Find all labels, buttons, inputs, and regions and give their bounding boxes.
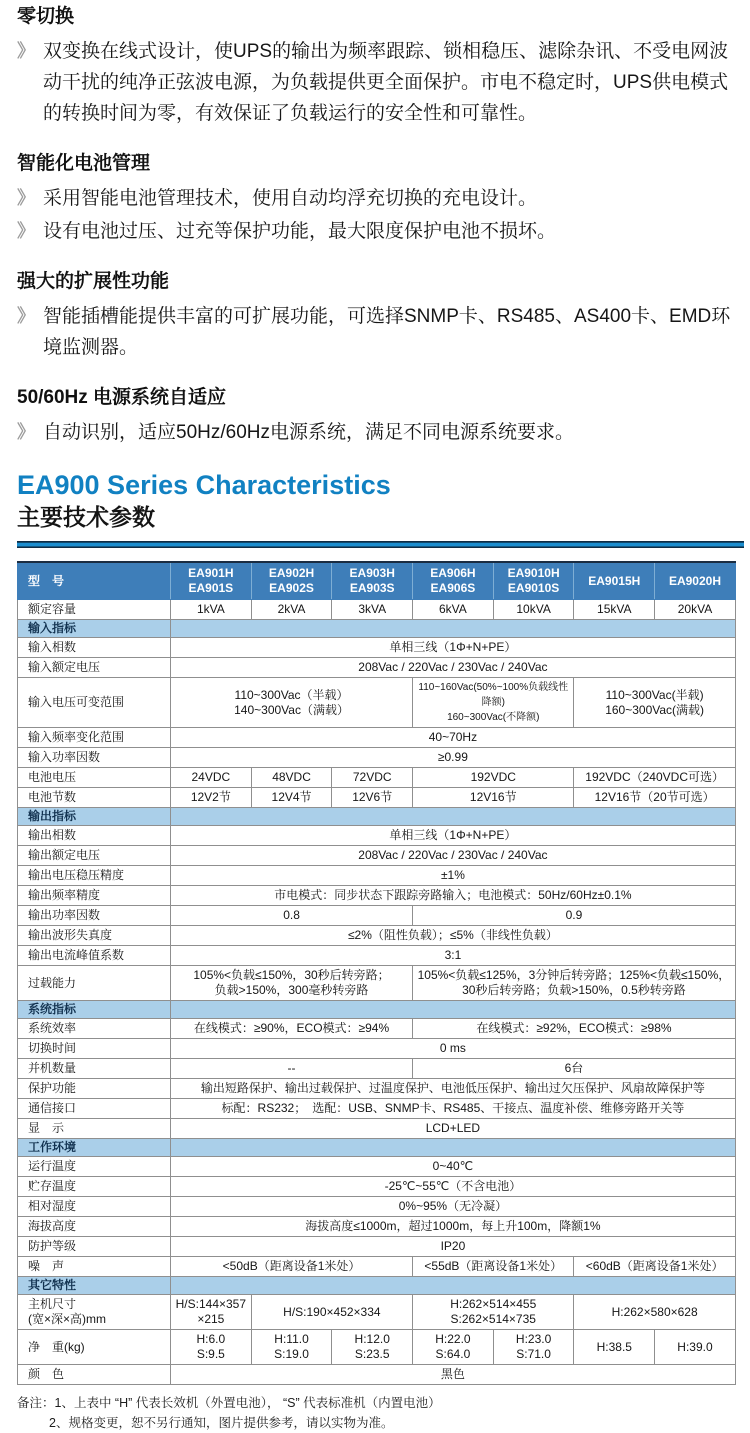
chevron-bullet-icon: 》 [17,188,35,208]
table-row [18,1079,736,1099]
section-label: 系统指标 [18,1001,171,1019]
feature-bullet-text: 设有电池过压、过充等保护功能，最大限度保护电池不损坏。 [43,221,557,242]
table-row [18,728,736,748]
table-cell: 40~70Hz [171,728,736,748]
table-cell: 6台 [413,1059,736,1079]
row-label: 相对湿度 [18,1197,171,1217]
table-cell: H:23.0 S:71.0 [493,1330,574,1365]
table-cell: -25℃~55℃（不含电池） [171,1177,736,1197]
table-cell: 110~300Vac(半载) 160~300Vac(满载) [574,678,735,728]
table-cell: 24VDC [171,768,252,788]
table-row [18,926,736,946]
section-label: 工作环境 [18,1139,171,1157]
table-cell: 105%<负载≤125%，3分钟后转旁路；125%<负载≤150%， 30秒后转旁路；负载>150%，0.5秒转旁路 [413,966,736,1001]
row-label: 保护功能 [18,1079,171,1099]
row-label: 电池电压 [18,768,171,788]
table-cell: H:38.5 [574,1330,655,1365]
table-row [18,1019,736,1039]
row-label: 输出波形失真度 [18,926,171,946]
row-label: 输入相数 [18,638,171,658]
table-cell: ±1% [171,866,736,886]
model-header-label: 型 号 [18,562,171,600]
table-cell: H:262×580×628 [574,1295,735,1330]
table-row [18,946,736,966]
table-cell: <60dB（距离设备1米处） [574,1257,735,1277]
table-cell: 12V16节（20节可选） [574,788,735,808]
table-row [18,1119,736,1139]
table-cell: 48VDC [251,768,332,788]
row-label: 输出频率精度 [18,886,171,906]
chevron-bullet-icon: 》 [17,221,35,241]
table-cell: 20kVA [655,600,736,620]
table-row [18,1177,736,1197]
model-header-cell: EA9010H EA9010S [493,562,574,600]
model-header-cell: EA9015H [574,562,655,600]
table-cell: LCD+LED [171,1119,736,1139]
table-row [18,1039,736,1059]
table-row [18,1197,736,1217]
feature-bullet [17,417,735,448]
table-row [18,1365,736,1385]
table-row [18,826,736,846]
section-row [18,1277,736,1295]
section-filler [171,1139,736,1157]
spec-table [17,561,736,1385]
table-row [18,1237,736,1257]
table-cell: 192VDC（240VDC可选） [574,768,735,788]
table-cell: 208Vac / 220Vac / 230Vac / 240Vac [171,846,736,866]
table-row [18,1099,736,1119]
table-cell: 10kVA [493,600,574,620]
table-cell: <50dB（距离设备1米处） [171,1257,413,1277]
row-label: 系统效率 [18,1019,171,1039]
feature-bullet [17,216,735,247]
section-label: 其它特性 [18,1277,171,1295]
series-title-chinese: 主要技术参数 [17,504,155,530]
table-cell: 单相三线（1Φ+N+PE） [171,826,736,846]
feature-bullet-text: 双变换在线式设计，使UPS的输出为频率跟踪、锁相稳压、滤除杂讯、不受电网波动干扰的纯净正弦波电源，为负载提供更全面保护。市电不稳定时，UPS供电模式的转换时间为零，有效保证了负载运行的安全性和可靠性。 [43,41,729,124]
feature-title: 强大的扩展性功能 [17,271,170,292]
model-header-cell: EA903H EA903S [332,562,413,600]
feature-bullet-text: 自动识别，适应50Hz/60Hz电源系统，满足不同电源系统要求。 [43,422,574,443]
section-label: 输入指标 [18,620,171,638]
table-row [18,748,736,768]
table-cell: 0~40℃ [171,1157,736,1177]
table-cell: H:6.0 S:9.5 [171,1330,252,1365]
table-cell: 0.9 [413,906,736,926]
section-filler [171,1001,736,1019]
table-row [18,768,736,788]
footnote-line: 2、规格变更，恕不另行通知，图片提供参考，请以实物为准。 [49,1416,394,1430]
row-label: 并机数量 [18,1059,171,1079]
section-row [18,1001,736,1019]
table-cell: 12V4节 [251,788,332,808]
feature-bullet [17,183,735,214]
table-row [18,1330,736,1365]
row-label: 贮存温度 [18,1177,171,1197]
table-cell: 标配：RS232； 选配：USB、SNMP卡、RS485、干接点、温度补偿、维修旁路开关等 [171,1099,736,1119]
row-label: 运行温度 [18,1157,171,1177]
table-cell: 192VDC [413,768,574,788]
section-row [18,1139,736,1157]
table-row [18,1059,736,1079]
table-row [18,1217,736,1237]
model-header-cell: EA906H EA906S [413,562,494,600]
footnotes [17,1393,735,1433]
table-cell: 110~300Vac（半载） 140~300Vac（满载） [171,678,413,728]
table-cell: H:262×514×455 S:262×514×735 [413,1295,574,1330]
table-cell: H:11.0 S:19.0 [251,1330,332,1365]
table-row [18,886,736,906]
table-cell: 0.8 [171,906,413,926]
table-cell: 72VDC [332,768,413,788]
table-cell: 在线模式：≥92%，ECO模式：≥98% [413,1019,736,1039]
table-cell: -- [171,1059,413,1079]
model-header-cell: EA9020H [655,562,736,600]
table-row [18,788,736,808]
table-cell: ≥0.99 [171,748,736,768]
row-label: 防护等级 [18,1237,171,1257]
table-row [18,1257,736,1277]
table-row [18,678,736,728]
row-label: 输入额定电压 [18,658,171,678]
feature-title: 智能化电池管理 [17,153,151,174]
table-cell: 208Vac / 220Vac / 230Vac / 240Vac [171,658,736,678]
section-filler [171,808,736,826]
table-cell: 1kVA [171,600,252,620]
table-row [18,658,736,678]
chevron-bullet-icon: 》 [17,422,35,442]
row-label: 电池节数 [18,788,171,808]
row-label: 输出额定电压 [18,846,171,866]
section-filler [171,620,736,638]
table-row [18,1157,736,1177]
table-cell: 12V2节 [171,788,252,808]
section-label: 输出指标 [18,808,171,826]
row-label: 显 示 [18,1119,171,1139]
table-cell: IP20 [171,1237,736,1257]
row-label: 净 重(kg) [18,1330,171,1365]
row-label: 输出相数 [18,826,171,846]
row-label: 切换时间 [18,1039,171,1059]
row-label: 输出功率因数 [18,906,171,926]
table-row [18,966,736,1001]
chevron-bullet-icon: 》 [17,306,35,326]
feature-block-battery-management [17,151,735,247]
table-row [18,906,736,926]
table-cell: 6kVA [413,600,494,620]
table-cell: <55dB（距离设备1米处） [413,1257,574,1277]
table-cell: 12V16节 [413,788,574,808]
table-cell: 0%~95%（无冷凝） [171,1197,736,1217]
row-label: 噪 声 [18,1257,171,1277]
footnote-line: 备注：1、上表中 “H” 代表长效机（外置电池）， “S” 代表标准机（内置电池） [17,1396,441,1410]
row-label: 通信接口 [18,1099,171,1119]
model-header-cell: EA901H EA901S [171,562,252,600]
table-cell: H:12.0 S:23.5 [332,1330,413,1365]
table-cell: 输出短路保护、输出过载保护、过温度保护、电池低压保护、输出过欠压保护、风扇故障保护等 [171,1079,736,1099]
table-cell: H/S:144×357 ×215 [171,1295,252,1330]
table-row [18,600,736,620]
feature-bullet [17,301,735,363]
row-label: 过载能力 [18,966,171,1001]
section-row [18,808,736,826]
table-cell: 110~160Vac(50%~100%负载线性降额) 160~300Vac(不降额) [413,678,574,728]
row-label: 输入频率变化范围 [18,728,171,748]
row-label: 输出电压稳压精度 [18,866,171,886]
table-cell: 105%<负载≤150%，30秒后转旁路； 负载>150%，300毫秒转旁路 [171,966,413,1001]
table-cell: H:39.0 [655,1330,736,1365]
feature-block-expandability [17,269,735,363]
row-label: 颜 色 [18,1365,171,1385]
table-cell: 市电模式：同步状态下跟踪旁路输入；电池模式：50Hz/60Hz±0.1% [171,886,736,906]
table-cell: H/S:190×452×334 [251,1295,412,1330]
feature-bullet-text: 智能插槽能提供丰富的可扩展功能，可选择SNMP卡、RS485、AS400卡、EMD环境监测器。 [43,306,731,358]
row-label: 输出电流峰值系数 [18,946,171,966]
feature-block-frequency-adaptive [17,385,735,448]
section-filler [171,1277,736,1295]
chevron-bullet-icon: 》 [17,41,35,61]
feature-title: 零切换 [17,6,75,27]
feature-title: 50/60Hz 电源系统自适应 [17,387,227,408]
table-cell: 黑色 [171,1365,736,1385]
table-cell: 12V6节 [332,788,413,808]
table-cell: 15kVA [574,600,655,620]
table-row [18,866,736,886]
table-cell: 2kVA [251,600,332,620]
table-cell: 3kVA [332,600,413,620]
feature-block-zero-transfer [17,4,735,129]
blue-divider-bar [17,541,744,548]
table-row [18,638,736,658]
row-label: 海拔高度 [18,1217,171,1237]
row-label: 输入功率因数 [18,748,171,768]
table-cell: 海拔高度≤1000m，超过1000m，每上升100m，降额1% [171,1217,736,1237]
row-label: 输入电压可变范围 [18,678,171,728]
table-cell: 3:1 [171,946,736,966]
table-row [18,846,736,866]
section-row [18,620,736,638]
row-label: 主机尺寸 (宽×深×高)mm [18,1295,171,1330]
table-header-row [18,562,736,600]
feature-bullet-text: 采用智能电池管理技术，使用自动均浮充切换的充电设计。 [43,188,538,209]
series-title-english: EA900 Series Characteristics [17,470,391,500]
feature-bullet [17,36,735,129]
table-cell: 单相三线（1Φ+N+PE） [171,638,736,658]
table-row [18,1295,736,1330]
row-label: 额定容量 [18,600,171,620]
table-cell: ≤2%（阻性负载）；≤5%（非线性负载） [171,926,736,946]
table-cell: 0 ms [171,1039,736,1059]
table-cell: H:22.0 S:64.0 [413,1330,494,1365]
table-cell: 在线模式：≥90%，ECO模式：≥94% [171,1019,413,1039]
model-header-cell: EA902H EA902S [251,562,332,600]
